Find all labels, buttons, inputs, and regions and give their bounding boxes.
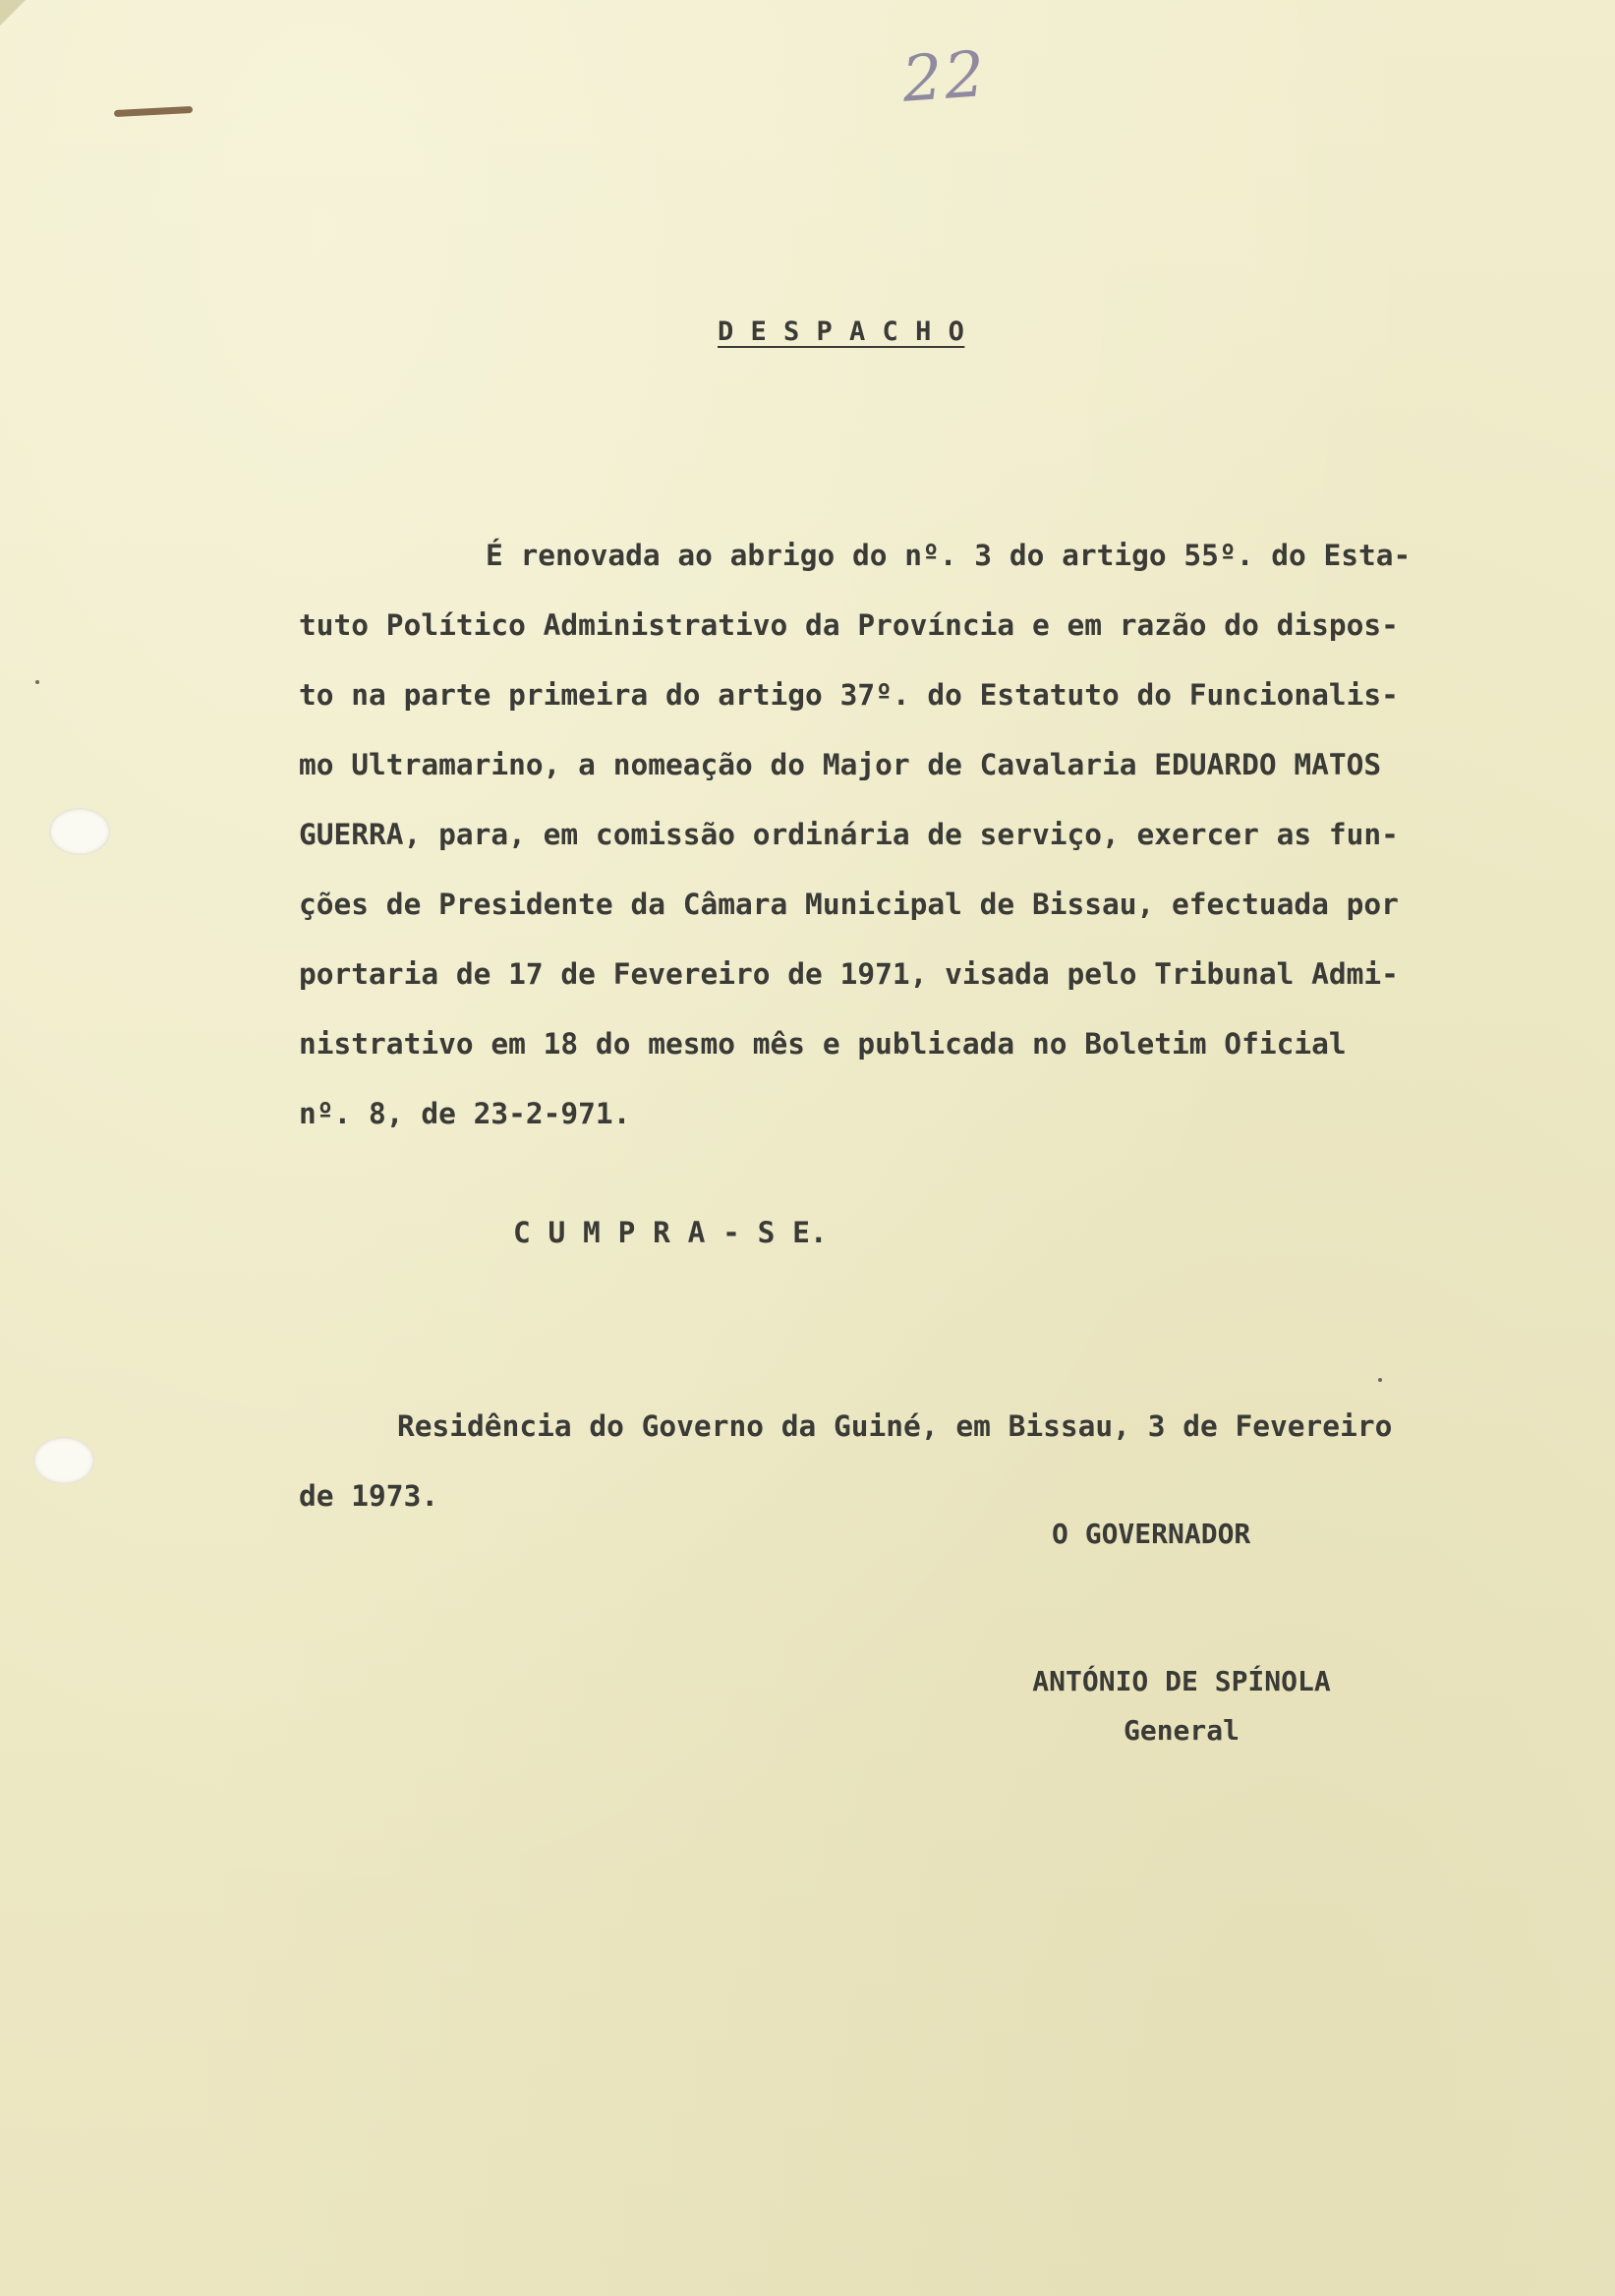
body-line: portaria de 17 de Fevereiro de 1971, visada pelo Tribunal Admi- — [299, 957, 1399, 991]
document-title: D E S P A C H O — [718, 316, 965, 347]
body-line: GUERRA, para, em comissão ordinária de serviço, exercer as fun- — [299, 818, 1399, 851]
punch-hole-upper — [49, 808, 110, 855]
closing-line: de 1973. — [299, 1479, 439, 1513]
body-line: to na parte primeira do artigo 37º. do Estatuto do Funcionalis- — [299, 678, 1399, 712]
closing-line: Residência do Governo da Guiné, em Bissau, 3 de Fevereiro — [397, 1409, 1393, 1443]
ink-smudge — [114, 106, 193, 117]
stray-mark — [35, 680, 39, 684]
body-line: É renovada ao abrigo do nº. 3 do artigo 55º. do Esta- — [486, 539, 1412, 572]
closing-paragraph — [299, 1392, 1518, 1531]
cumpra-se-directive: C U M P R A - S E. — [513, 1216, 828, 1249]
body-paragraph — [299, 521, 1518, 1149]
body-line: mo Ultramarino, a nomeação do Major de Cavalaria EDUARDO MATOS — [299, 748, 1382, 781]
body-line: nº. 8, de 23-2-971. — [299, 1097, 631, 1130]
signer-rank: General — [1123, 1714, 1240, 1747]
governor-title: O GOVERNADOR — [1052, 1518, 1251, 1550]
folded-corner — [0, 0, 26, 26]
body-line: ções de Presidente da Câmara Municipal de Bissau, efectuada por — [299, 888, 1399, 921]
stray-mark — [1378, 1378, 1382, 1382]
signer-name: ANTÓNIO DE SPÍNOLA — [1032, 1665, 1331, 1697]
body-line: tuto Político Administrativo da Província e em razão do dispos- — [299, 608, 1399, 642]
punch-hole-lower — [33, 1437, 94, 1484]
body-line: nistrativo em 18 do mesmo mês e publicada no Boletim Oficial — [299, 1027, 1347, 1061]
signature-block — [995, 1657, 1368, 1755]
handwritten-page-number: 22 — [899, 38, 989, 117]
